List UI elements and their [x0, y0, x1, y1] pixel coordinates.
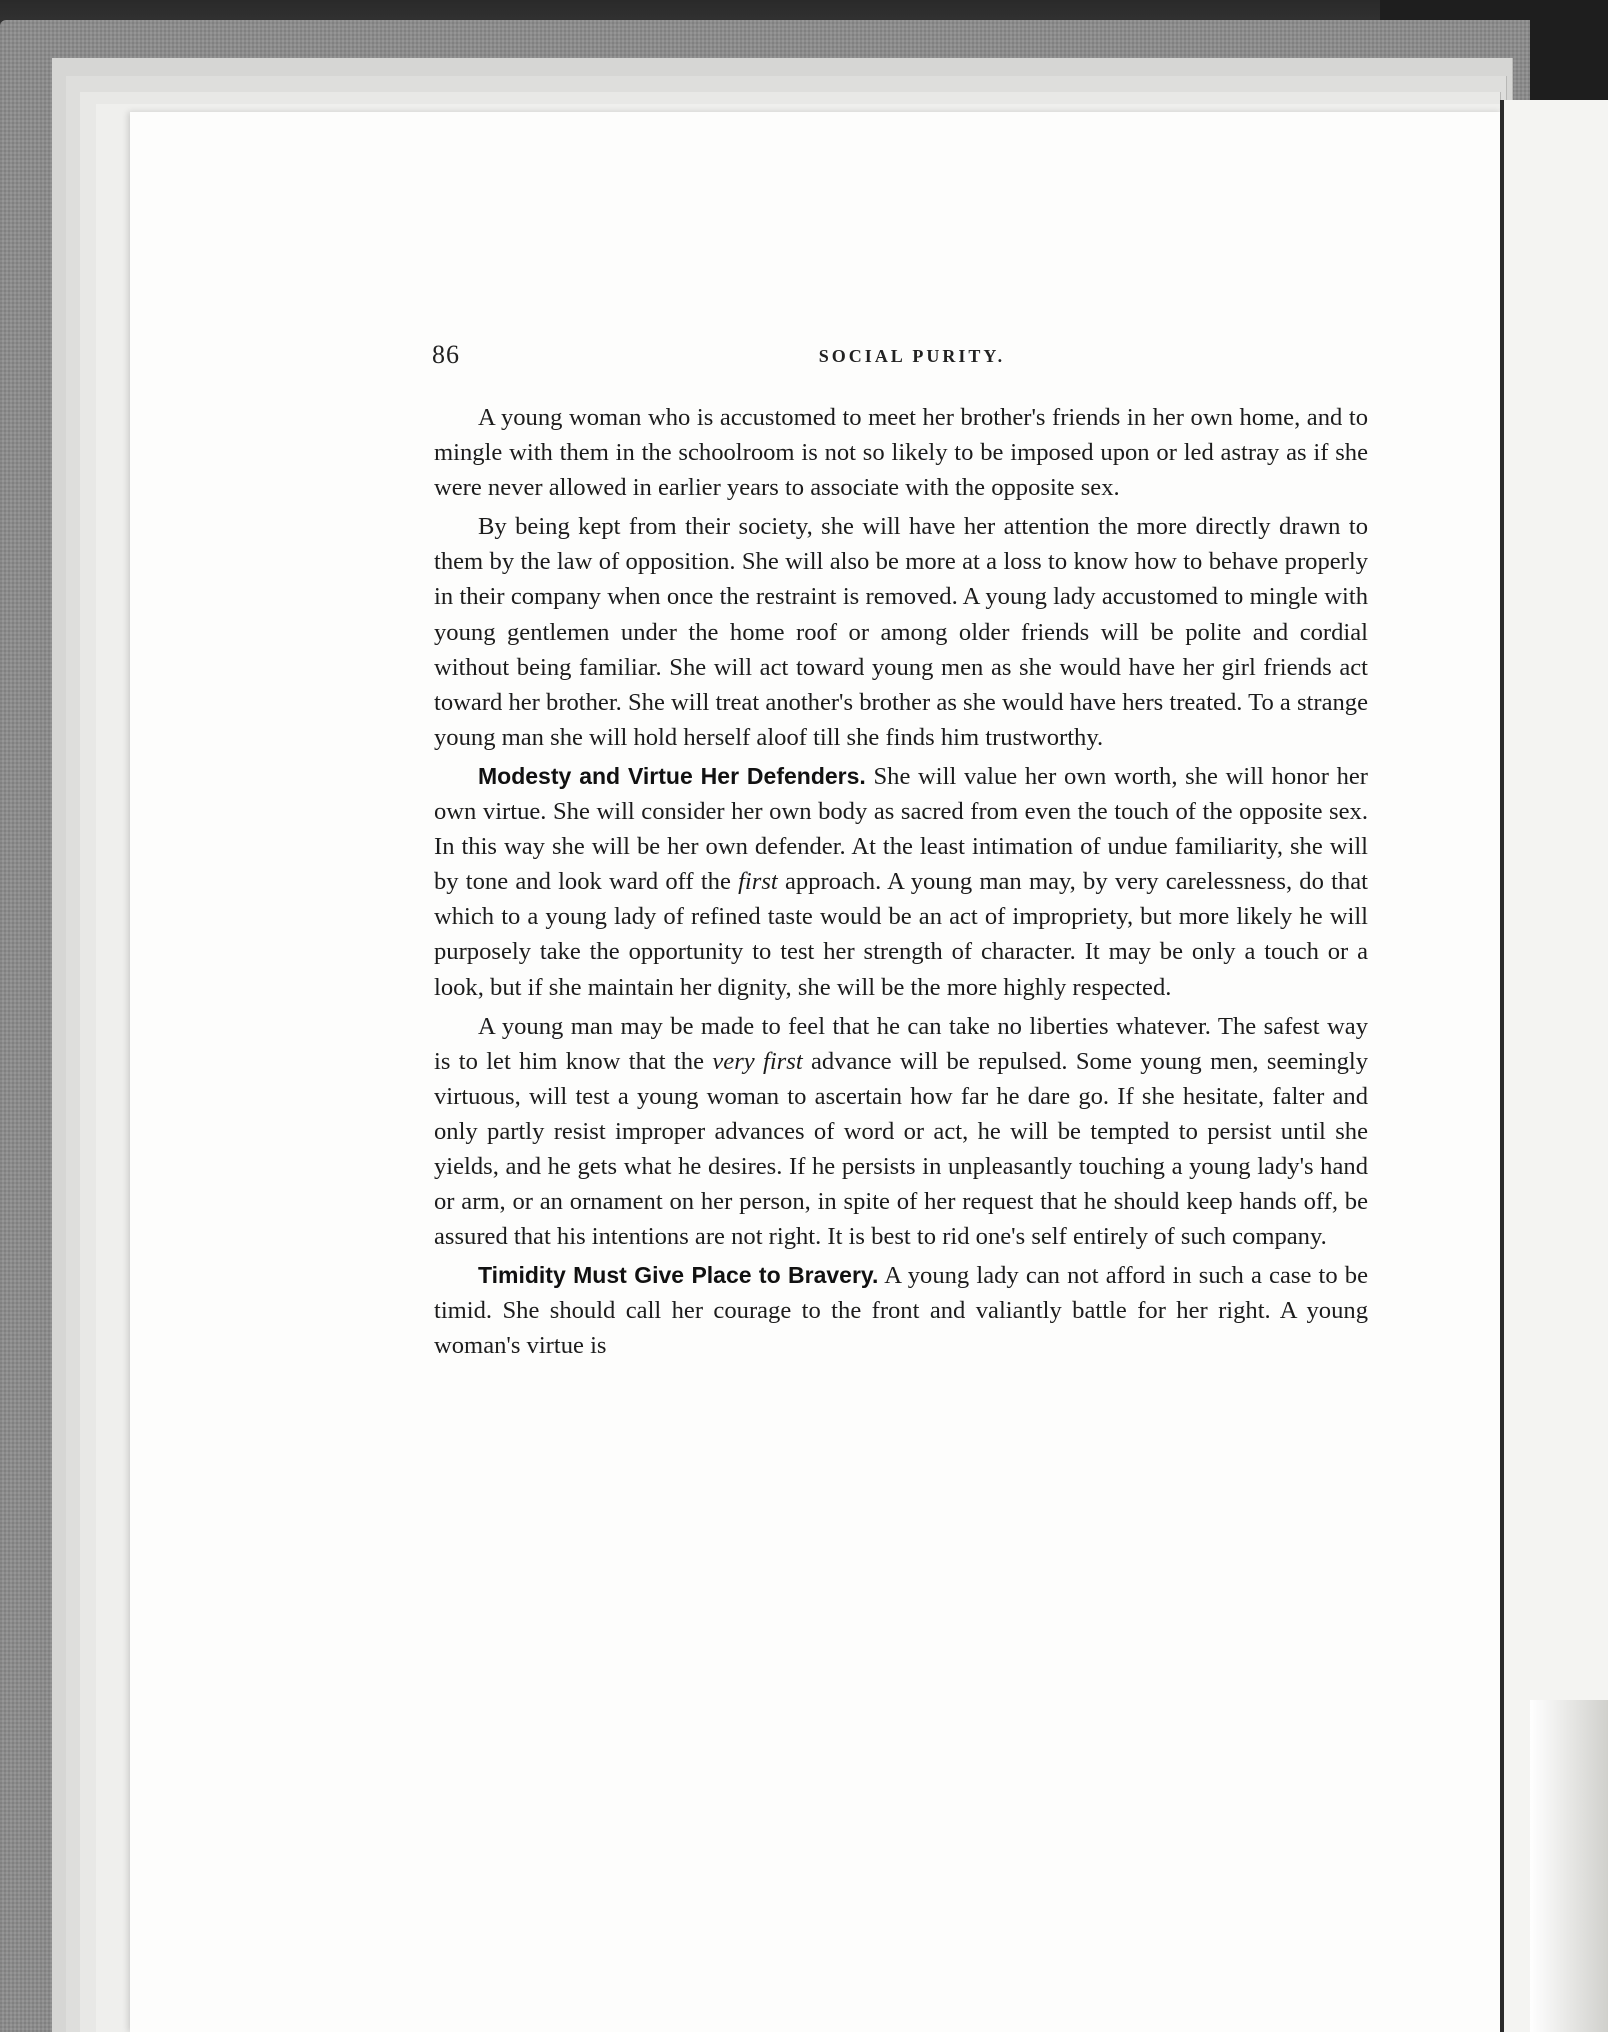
paragraph — [434, 759, 1368, 1005]
running-head: SOCIAL PURITY. — [818, 346, 1006, 366]
paragraph — [434, 400, 1368, 505]
facing-page-edge — [1530, 1700, 1608, 2032]
paragraph — [434, 1009, 1368, 1255]
paragraph-text: A young woman who is accustomed to meet her brother's friends in her own home, and to mingle with them in the schoolroom is not so likely to be imposed upon or led astray as if she were never allowed in earlier years to associate with the opposite sex. — [434, 404, 1368, 502]
paragraph — [434, 1258, 1368, 1363]
paragraph — [434, 509, 1368, 755]
page-header — [432, 340, 1382, 384]
paragraph-text: advance will be repulsed. Some young men, seemingly virtuous, will test a young woman to ascertain how far he dare go. If she hesitate, falter and only partly resist improper advances of word or act, he will be tempted to persist until she yields, and he gets what he desires. If he persists in unpleasantly touching a young lady's hand or arm, or an ornament on her person, in spite of her request that he should keep hands off, be assured that his intentions are not right. It is best to rid one's self entirely of such company. — [434, 1047, 1368, 1251]
page-number: 86 — [432, 340, 460, 369]
paragraph-text: She will value her own worth, she will honor her own virtue. She will consider her own body as sacred from even the touch of the opposite sex. In this way she will be her own defender. At the least intimation of undue familiarity, she will by tone and look ward off the — [434, 762, 1368, 896]
paragraph-text: A young lady can not afford in such a case to be timid. She should call her courage to the front and valiantly battle for her right. A young woman's virtue is — [434, 1262, 1368, 1360]
side-heading: Timidity Must Give Place to Bravery. — [478, 1262, 879, 1289]
paragraph-text: A young man may be made to feel that he can take no liberties whatever. The safest way is to let him know that the — [434, 1012, 1368, 1075]
paragraph-text: approach. A young man may, by very carelessness, do that which to a young lady of refined taste would be an act of impropriety, but more likely he will purposely take the opportunity to test her strength of character. It may be only a touch or a look, but if she maintain her dignity, she will be the more highly respected. — [434, 868, 1368, 1001]
italic-emphasis: very first — [712, 1047, 803, 1075]
paragraph-text: By being kept from their society, she will have her attention the more directly drawn to them by the law of opposition. She will also be more at a loss to know how to behave properly in their company when once the restraint is removed. A young lady accustomed to mingle with young gentlemen under the home roof or among older friends will be polite and cordial without being familiar. She will act toward young men as she would have her girl friends act toward her brother. She will treat another's brother as she would have hers treated. To a strange young man she will hold herself aloof till she finds him trustworthy. — [434, 513, 1368, 751]
side-heading: Modesty and Virtue Her Defenders. — [478, 762, 866, 789]
body-text — [434, 400, 1368, 1368]
italic-emphasis: first — [738, 868, 778, 896]
